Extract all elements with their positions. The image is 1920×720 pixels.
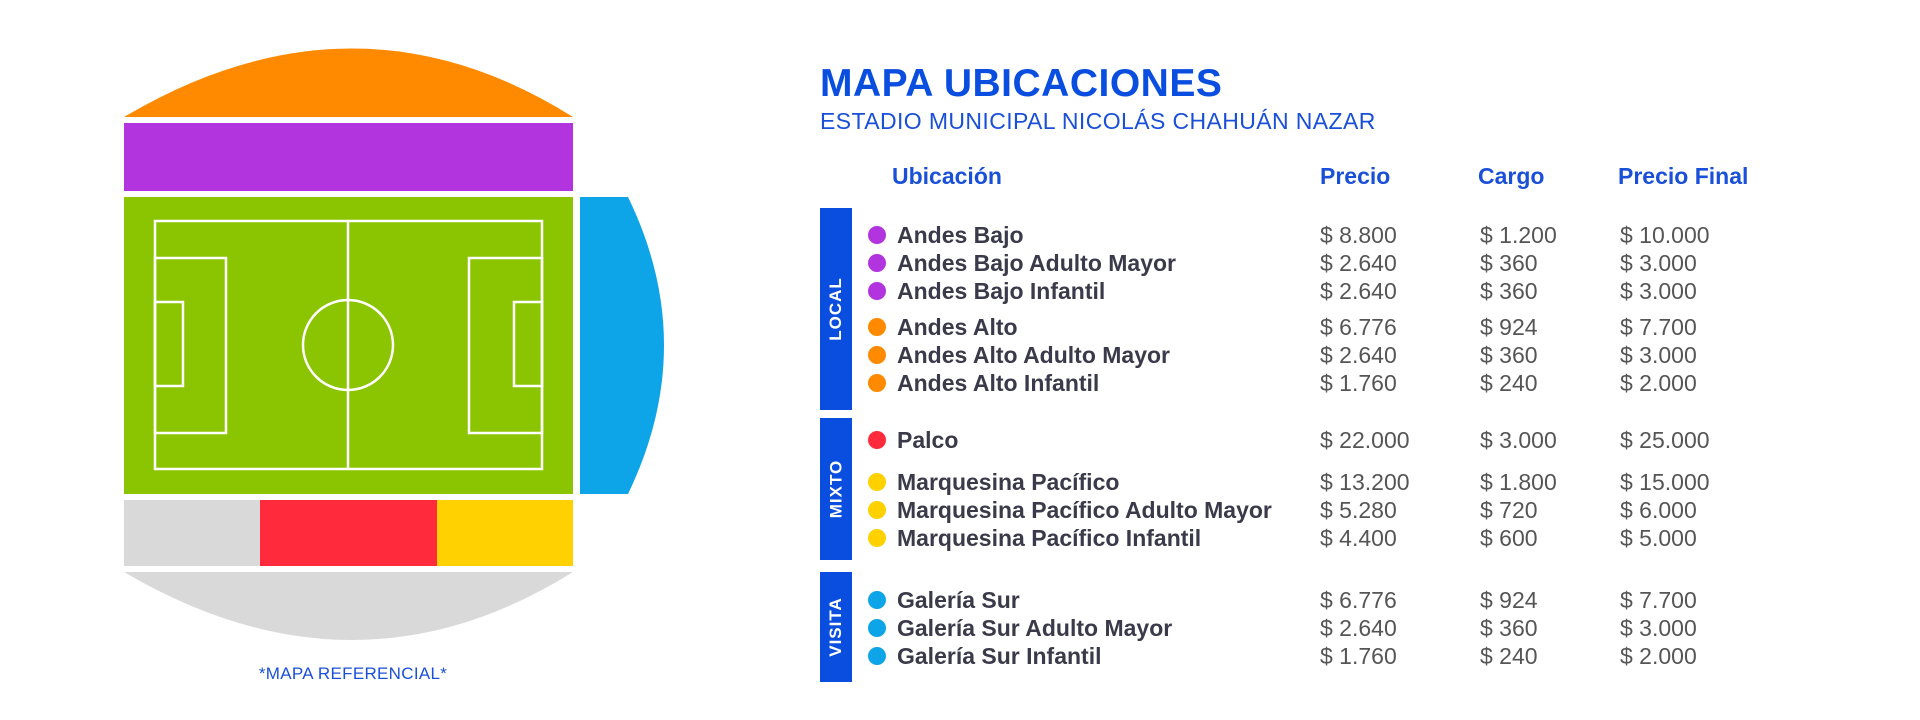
group-mixto-label: MIXTO bbox=[826, 459, 845, 519]
row-fee: $ 240 bbox=[1480, 370, 1538, 396]
row-price: $ 2.640 bbox=[1320, 278, 1397, 304]
stadium-map bbox=[100, 40, 700, 660]
row-fee: $ 240 bbox=[1480, 643, 1538, 669]
row-fee: $ 360 bbox=[1480, 250, 1538, 276]
row-name: Galería Sur Infantil bbox=[897, 643, 1102, 669]
page-title: MAPA UBICACIONES bbox=[820, 62, 1223, 105]
row-price: $ 1.760 bbox=[1320, 370, 1397, 396]
row-price: $ 8.800 bbox=[1320, 222, 1397, 248]
row-price: $ 6.776 bbox=[1320, 587, 1397, 613]
color-dot bbox=[868, 318, 886, 336]
row-name: Andes Bajo Infantil bbox=[897, 278, 1106, 304]
color-dot bbox=[868, 473, 886, 491]
row-fee: $ 360 bbox=[1480, 278, 1538, 304]
color-dot bbox=[868, 591, 886, 609]
table-row bbox=[866, 249, 1766, 277]
row-fee: $ 1.200 bbox=[1480, 222, 1557, 248]
row-final-price: $ 7.700 bbox=[1620, 314, 1697, 340]
row-final-price: $ 2.000 bbox=[1620, 370, 1697, 396]
row-fee: $ 720 bbox=[1480, 497, 1538, 523]
row-name: Andes Bajo bbox=[897, 222, 1024, 248]
row-final-price: $ 10.000 bbox=[1620, 222, 1710, 248]
row-name: Palco bbox=[897, 427, 959, 453]
table-row bbox=[866, 313, 1766, 341]
row-price: $ 4.400 bbox=[1320, 525, 1397, 551]
row-final-price: $ 3.000 bbox=[1620, 278, 1697, 304]
table-row bbox=[866, 369, 1766, 397]
map-note: *MAPA REFERENCIAL* bbox=[258, 664, 448, 683]
row-name: Marquesina Pacífico bbox=[897, 469, 1120, 495]
table-row bbox=[866, 341, 1766, 369]
table-row bbox=[866, 614, 1766, 642]
header-price: Precio bbox=[1320, 163, 1391, 189]
row-name: Marquesina Pacífico Infantil bbox=[897, 525, 1202, 551]
row-fee: $ 1.800 bbox=[1480, 469, 1557, 495]
row-price: $ 22.000 bbox=[1320, 427, 1410, 453]
color-dot bbox=[868, 374, 886, 392]
row-fee: $ 360 bbox=[1480, 615, 1538, 641]
row-price: $ 13.200 bbox=[1320, 469, 1410, 495]
row-name: Andes Alto bbox=[897, 314, 1018, 340]
color-dot bbox=[868, 431, 886, 449]
color-dot bbox=[868, 619, 886, 637]
group-local-bar bbox=[820, 208, 852, 410]
color-dot bbox=[868, 226, 886, 244]
sector-andes-bajo bbox=[124, 123, 573, 191]
row-name: Galería Sur Adulto Mayor bbox=[897, 615, 1173, 641]
color-dot bbox=[868, 647, 886, 665]
row-final-price: $ 6.000 bbox=[1620, 497, 1697, 523]
table-row bbox=[866, 426, 1766, 454]
group-visita-bar bbox=[820, 572, 852, 682]
row-final-price: $ 25.000 bbox=[1620, 427, 1710, 453]
row-price: $ 2.640 bbox=[1320, 615, 1397, 641]
row-fee: $ 360 bbox=[1480, 342, 1538, 368]
color-dot bbox=[868, 254, 886, 272]
row-name: Andes Alto Adulto Mayor bbox=[897, 342, 1171, 368]
row-price: $ 2.640 bbox=[1320, 342, 1397, 368]
row-final-price: $ 3.000 bbox=[1620, 250, 1697, 276]
row-fee: $ 600 bbox=[1480, 525, 1538, 551]
row-final-price: $ 5.000 bbox=[1620, 525, 1697, 551]
header-fee: Cargo bbox=[1478, 163, 1545, 189]
row-price: $ 5.280 bbox=[1320, 497, 1397, 523]
color-dot bbox=[868, 529, 886, 547]
row-name: Marquesina Pacífico Adulto Mayor bbox=[897, 497, 1272, 523]
sector-gray-bottom bbox=[124, 572, 573, 640]
sector-galeria-sur bbox=[580, 197, 664, 494]
sector-marquesina-pacifico bbox=[437, 500, 573, 566]
table-row bbox=[866, 221, 1766, 249]
header-final-price: Precio Final bbox=[1618, 163, 1749, 189]
row-price: $ 6.776 bbox=[1320, 314, 1397, 340]
group-mixto-bar bbox=[820, 418, 852, 560]
row-name: Galería Sur bbox=[897, 587, 1020, 613]
row-fee: $ 924 bbox=[1480, 314, 1538, 340]
row-fee: $ 924 bbox=[1480, 587, 1538, 613]
row-final-price: $ 7.700 bbox=[1620, 587, 1697, 613]
color-dot bbox=[868, 501, 886, 519]
row-price: $ 2.640 bbox=[1320, 250, 1397, 276]
header-location: Ubicación bbox=[892, 163, 1002, 189]
color-dot bbox=[868, 282, 886, 300]
table-row bbox=[866, 586, 1766, 614]
row-final-price: $ 3.000 bbox=[1620, 615, 1697, 641]
sector-andes-alto bbox=[124, 49, 573, 118]
group-visita-label: VISITA bbox=[826, 597, 845, 657]
table-row bbox=[866, 277, 1766, 305]
row-name: Andes Bajo Adulto Mayor bbox=[897, 250, 1176, 276]
color-dot bbox=[868, 346, 886, 364]
table-row bbox=[866, 524, 1766, 552]
row-final-price: $ 2.000 bbox=[1620, 643, 1697, 669]
row-final-price: $ 3.000 bbox=[1620, 342, 1697, 368]
table-row bbox=[866, 642, 1766, 670]
row-fee: $ 3.000 bbox=[1480, 427, 1557, 453]
table-row bbox=[866, 468, 1766, 496]
page-subtitle: ESTADIO MUNICIPAL NICOLÁS CHAHUÁN NAZAR bbox=[820, 108, 1376, 134]
row-price: $ 1.760 bbox=[1320, 643, 1397, 669]
table-row bbox=[866, 496, 1766, 524]
sector-palco bbox=[260, 500, 437, 566]
row-final-price: $ 15.000 bbox=[1620, 469, 1710, 495]
sector-gray-block bbox=[124, 500, 260, 566]
group-local-label: LOCAL bbox=[826, 277, 846, 341]
row-name: Andes Alto Infantil bbox=[897, 370, 1100, 396]
